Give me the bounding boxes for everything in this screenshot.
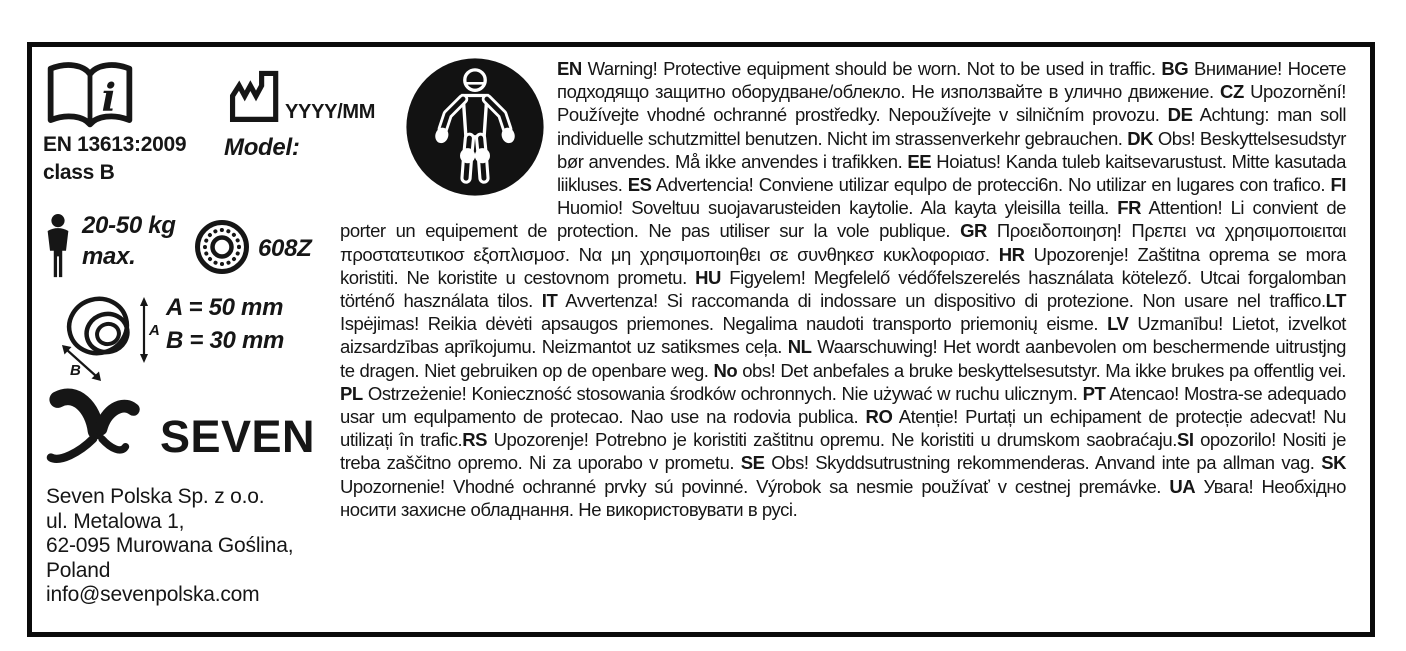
instruction-book-icon — [42, 60, 138, 136]
factory-date-icon — [226, 65, 286, 125]
address-line: Poland — [46, 558, 111, 582]
dimension-b-label: B = 30 mm — [166, 327, 285, 354]
seven-butterfly-logo — [44, 385, 152, 477]
multilingual-warning-block — [340, 57, 1346, 521]
wheel-dimensions-icon — [56, 293, 168, 385]
class-label: class B — [43, 161, 115, 184]
address-line: info@sevenpolska.com — [46, 583, 260, 606]
model-label: Model: — [224, 134, 300, 161]
weight-max-label: max. — [82, 243, 136, 270]
company-address — [46, 485, 293, 608]
person-silhouette-icon — [42, 213, 74, 281]
seven-logo — [44, 385, 315, 477]
protective-equipment-mandatory-icon — [340, 57, 557, 205]
left-panel — [32, 47, 376, 632]
seven-logo-text: SEVEN — [160, 411, 316, 462]
bearing-type-label: 608Z — [258, 235, 312, 262]
address-line: Seven Polska Sp. z o.o. — [46, 485, 265, 508]
address-line: ul. Metalowa 1, — [46, 509, 185, 533]
dim-arrow-b-label: B — [70, 362, 81, 379]
svg-text:i: i — [101, 75, 117, 121]
dim-arrow-a-label: A — [149, 322, 160, 339]
standard-number: EN 13613:2009 — [43, 133, 187, 156]
address-line: 62-095 Murowana Goślina, — [46, 534, 294, 557]
warning-text: EN Warning! Protective equipment should be worn. Not to be used in traffic. BG Внимание! Носете подходящо защитно оборудване/облекло. Не използвайте в улично движение. CZ Upozornění! Používejte vhodné ochranné prostředky. Nepoužívejte v silničním provozu. DE Achtung: man soll individuelle schutzmittel benutzen. Nicht im strassenverkehr gebrauchen. DK Obs! Beskyttelsesudstyr bør anvendes. Må ikke anvendes i trafikken. EE Hoiatus! Kanda tuleb kaitsevarustust. Mitte kasutada liikluses. ES Advertencia! Conviene utilizar equlpo de protecci6n. No utilizar en lugares con trafico. FI Huomio! Soveltuu suojavarusteiden kaytolie. Ala kayta yleisilla teilla. FR Attention! Li convient de porter un equipement de protection. Ne pas utiliser sur la vole publique. GR Προειδοποιηση! Πρεπει να χρησιμοποιειται προστατευτικοσ εξοπλισμοσ. Να μη χρησιμοποιηθει σε συνθηκεσ κυκλοφοριασ. HR Upozorenje! Zaštitna oprema se mora koristiti. Ne koristite u cestovnom prometu. HU Figyelem! Megfelelő védőfelszerelés használata kötelező. Utcai forgalomban történő használata tilos. IT Avvertenza! Si raccomanda di indossare un dispositivo di protezione. Non usare nel traffico.LT Ispėjimas! Reikia dėvėti apsaugos priemones. Negalima naudoti transporto priemonių eisme. LV Uzmanību! Lietot, izvelkot aizsardzības aprīkojumu. Neizmantot uz satiksmes ceļa. NL Waarschuwing! Het wordt aanbevolen om beschermende uitrustjng te dragen. Niet gebruiken op de openbare weg. No obs! Det anbefales a bruke beskyttelsesutstyr. Ma ikke brukes pa offentlig vei. PL Ostrzeżenie! Konieczność stosowania środków ochronnych. Nie używać w ruchu ulicznym. PT Atencao! Mostra-se adequado usar um equlpamento de protecao. Nao use na rodovia publica. RO Atenție! Purtați un echipament de protecție adecvat! Nu utilizați în trafic.RS Upozorenje! Potrebno je koristiti zaštitnu opremu. Ne koristiti u drumskom saobraćaju.SI opozorilo! Nositi je treba zaščitno opremo. Ni za uporabo v prometu. SE Obs! Skyddsutrustning rekommenderas. Anvand inte pa allman vag. SK Upozornenie! Vhodné ochranné prvky sú povinné. Výrobok sa nesmie používať v cestnej premávke. UA Увага! Необхідно носити захисне обладнання. Не використовувати в русі. — [340, 58, 1347, 520]
dimension-a-label: A = 50 mm — [166, 294, 284, 321]
label-border-frame — [27, 42, 1375, 637]
weight-range-label: 20-50 kg — [82, 212, 176, 239]
bearing-icon — [194, 219, 250, 275]
date-format-label: YYYY/MM — [285, 101, 376, 123]
